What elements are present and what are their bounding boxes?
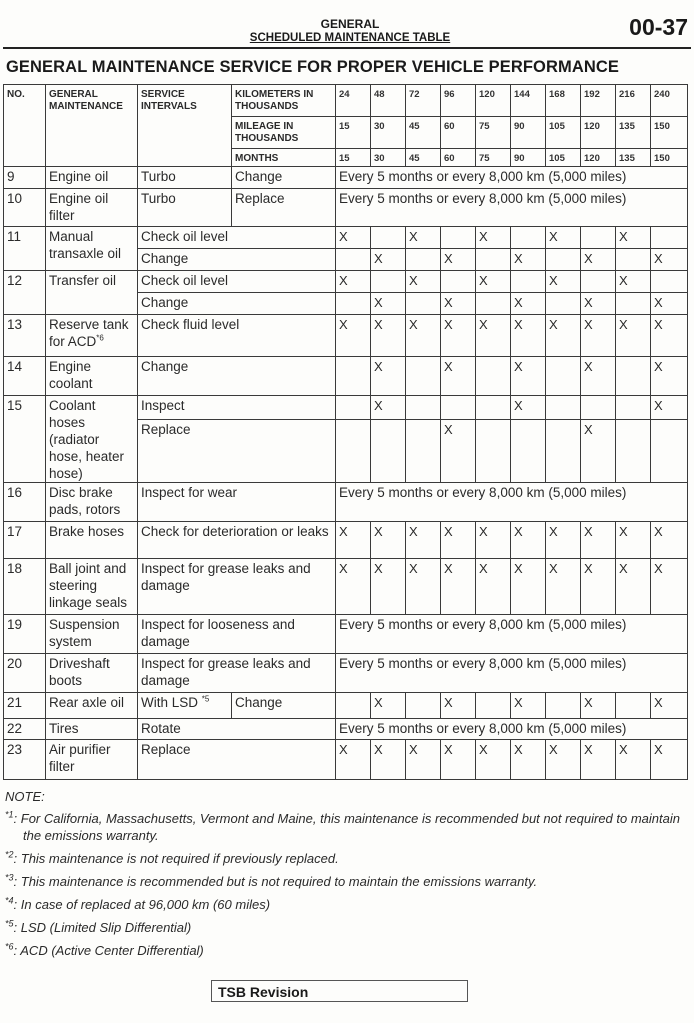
header-mileage-45: 45 [406, 117, 441, 149]
service-interval: Inspect for grease leaks and damage [138, 559, 336, 615]
maintenance-item-label: Rear axle oil [49, 695, 125, 710]
interval-cell: X [441, 293, 476, 315]
note-marker: *2 [5, 849, 14, 860]
service-action: Change [232, 693, 336, 719]
interval-cell [476, 693, 511, 719]
interval-cell [546, 357, 581, 396]
header-mileage-120: 120 [581, 117, 616, 149]
notes-section [5, 789, 690, 965]
interval-cell [581, 227, 616, 249]
interval-cell: X [616, 315, 651, 357]
maintenance-item-label: Manual transaxle oil [49, 229, 122, 261]
interval-cell [511, 227, 546, 249]
maintenance-item-label: Tires [49, 721, 79, 736]
interval-cell [406, 293, 441, 315]
interval-cell: X [511, 522, 546, 559]
note-item: $^{*4}$: In case of replaced at 96,000 km (60 miles) [5, 895, 271, 912]
interval-cell: X [336, 522, 371, 559]
interval-cell: X [651, 396, 688, 420]
interval-every: Every 5 months or every 8,000 km (5,000 miles) [336, 483, 688, 522]
interval-cell [441, 396, 476, 420]
note-text: ACD (Active Center Differential) [20, 943, 204, 958]
interval-cell [546, 293, 581, 315]
interval-cell: X [651, 249, 688, 271]
header-km-144: 144 [511, 85, 546, 117]
tsb-revision-box: TSB Revision [211, 980, 468, 1002]
header-km-96: 96 [441, 85, 476, 117]
note-item: $^{*3}$: This maintenance is recommended but is not required to maintain the emissions warranty. [5, 872, 538, 889]
table-row [4, 483, 688, 522]
interval-cell [336, 693, 371, 719]
header-km-24: 24 [336, 85, 371, 117]
service-interval [138, 693, 232, 719]
header-months-150: 150 [651, 149, 688, 167]
header-months-30: 30 [371, 149, 406, 167]
service-interval: Inspect for wear [138, 483, 336, 522]
note-text: This maintenance is not required if previously replaced. [20, 851, 339, 866]
interval-cell [616, 693, 651, 719]
interval-cell: X [546, 522, 581, 559]
service-interval: Change [138, 293, 336, 315]
row-number: 16 [4, 483, 46, 522]
service-interval: Check for deterioration or leaks [138, 522, 336, 559]
interval-cell: X [616, 522, 651, 559]
service-interval: Inspect [138, 396, 336, 420]
row-number: 18 [4, 559, 46, 615]
interval-cell: X [336, 315, 371, 357]
interval-cell [406, 357, 441, 396]
row-number: 11 [4, 227, 46, 271]
interval-cell: X [441, 740, 476, 780]
interval-cell: X [546, 315, 581, 357]
interval-cell: X [371, 293, 406, 315]
interval-cell: X [476, 315, 511, 357]
interval-every: Every 5 months or every 8,000 km (5,000 miles) [336, 189, 688, 227]
note-text: For California, Massachusetts, Vermont and Maine, this maintenance is recommended but not required to maintain the emissions warranty. [20, 811, 680, 843]
table-row [4, 271, 688, 293]
interval-every: Every 5 months or every 8,000 km (5,000 miles) [336, 719, 688, 740]
row-number: 14 [4, 357, 46, 396]
interval-cell: X [371, 396, 406, 420]
interval-cell: X [406, 227, 441, 249]
table-row [4, 522, 688, 559]
interval-cell: X [441, 559, 476, 615]
interval-cell [441, 271, 476, 293]
interval-cell: X [441, 419, 476, 482]
maintenance-item-label: Transfer oil [49, 273, 117, 288]
interval-cell [476, 293, 511, 315]
service-interval: Inspect for looseness and damage [138, 615, 336, 654]
interval-cell [336, 293, 371, 315]
interval-cell [581, 396, 616, 420]
service-interval: Check oil level [138, 271, 336, 293]
page-header [200, 17, 500, 45]
service-interval-label: With LSD [141, 695, 199, 710]
header-general-maintenance: GENERAL MAINTENANCE [46, 85, 138, 167]
interval-cell: X [651, 740, 688, 780]
interval-cell: X [581, 293, 616, 315]
interval-cell: X [651, 357, 688, 396]
interval-cell [406, 249, 441, 271]
service-interval: Check oil level [138, 227, 336, 249]
row-number: 9 [4, 167, 46, 189]
header-months-label: MONTHS [232, 149, 336, 167]
interval-cell [511, 271, 546, 293]
footnote-ref: *5 [201, 694, 210, 704]
interval-cell: X [441, 315, 476, 357]
maintenance-item [46, 719, 138, 740]
interval-cell [616, 249, 651, 271]
service-interval: Inspect for grease leaks and damage [138, 654, 336, 693]
maintenance-item-label: Coolant hoses (radiator hose, heater hose) [49, 398, 125, 481]
header-mileage-30: 30 [371, 117, 406, 149]
interval-cell: X [511, 293, 546, 315]
maintenance-item [46, 693, 138, 719]
interval-cell [546, 693, 581, 719]
interval-cell [476, 419, 511, 482]
interval-cell: X [476, 740, 511, 780]
maintenance-item [46, 357, 138, 396]
header-no: NO. [4, 85, 46, 167]
maintenance-item [46, 615, 138, 654]
row-number: 19 [4, 615, 46, 654]
interval-cell: X [441, 522, 476, 559]
interval-cell: X [476, 271, 511, 293]
interval-cell [441, 227, 476, 249]
section-title: GENERAL [320, 17, 380, 31]
header-km-216: 216 [616, 85, 651, 117]
note-item: $^{*5}$: LSD (Limited Slip Differential) [5, 918, 192, 935]
interval-cell: X [581, 249, 616, 271]
header-months-90: 90 [511, 149, 546, 167]
interval-cell: X [476, 522, 511, 559]
table-row [4, 615, 688, 654]
interval-cell [616, 419, 651, 482]
service-interval [138, 167, 232, 189]
interval-cell: X [511, 740, 546, 780]
note-text: This maintenance is recommended but is not required to maintain the emissions warranty. [20, 874, 538, 889]
row-number: 15 [4, 396, 46, 483]
header-mileage-90: 90 [511, 117, 546, 149]
interval-cell: X [511, 315, 546, 357]
interval-cell [476, 249, 511, 271]
note-item: $^{*1}$: For California, Massachusetts, Vermont and Maine, this maintenance is recommended but not required to maintain the emissions warranty. [5, 809, 680, 843]
interval-cell: X [406, 559, 441, 615]
service-interval [138, 189, 232, 227]
table-row [4, 559, 688, 615]
interval-cell [476, 396, 511, 420]
maintenance-item [46, 740, 138, 780]
interval-every: Every 5 months or every 8,000 km (5,000 miles) [336, 167, 688, 189]
interval-cell: X [511, 357, 546, 396]
note-text: LSD (Limited Slip Differential) [20, 920, 192, 935]
interval-cell [651, 271, 688, 293]
interval-cell: X [616, 740, 651, 780]
interval-every: Every 5 months or every 8,000 km (5,000 miles) [336, 615, 688, 654]
interval-cell: X [336, 559, 371, 615]
header-mileage-label: MILEAGE IN THOUSANDS [232, 117, 336, 149]
interval-cell [371, 419, 406, 482]
interval-cell: X [546, 559, 581, 615]
interval-cell: X [406, 522, 441, 559]
interval-cell: X [616, 227, 651, 249]
header-months-135: 135 [616, 149, 651, 167]
interval-cell: X [651, 559, 688, 615]
interval-cell: X [546, 740, 581, 780]
interval-cell [546, 396, 581, 420]
interval-cell: X [581, 740, 616, 780]
maintenance-item [46, 559, 138, 615]
interval-cell: X [336, 740, 371, 780]
table-row [4, 189, 688, 227]
header-km-240: 240 [651, 85, 688, 117]
header-mileage-105: 105 [546, 117, 581, 149]
maintenance-item [46, 315, 138, 357]
table-row [4, 654, 688, 693]
interval-cell: X [651, 293, 688, 315]
interval-cell: X [336, 271, 371, 293]
interval-cell: X [581, 419, 616, 482]
service-interval: Replace [138, 740, 336, 780]
maintenance-table [3, 84, 688, 780]
note-marker: *4 [5, 895, 14, 906]
interval-cell: X [336, 227, 371, 249]
interval-cell: X [371, 357, 406, 396]
row-number: 21 [4, 693, 46, 719]
header-km-48: 48 [371, 85, 406, 117]
service-action: Replace [232, 189, 336, 227]
header-mileage-135: 135 [616, 117, 651, 149]
header-months-60: 60 [441, 149, 476, 167]
maintenance-item-label: Engine coolant [49, 359, 93, 391]
maintenance-item [46, 271, 138, 315]
header-mileage-75: 75 [476, 117, 511, 149]
header-km-label: KILOMETERS IN THOUSANDS [232, 85, 336, 117]
interval-cell [406, 396, 441, 420]
interval-cell: X [371, 249, 406, 271]
interval-cell: X [476, 559, 511, 615]
row-number: 20 [4, 654, 46, 693]
maintenance-item-label: Brake hoses [49, 524, 125, 539]
interval-cell: X [406, 271, 441, 293]
interval-cell [546, 249, 581, 271]
service-interval: Rotate [138, 719, 336, 740]
service-action: Change [232, 167, 336, 189]
note-item: $^{*2}$: This maintenance is not required if previously replaced. [5, 849, 339, 866]
interval-cell: X [441, 693, 476, 719]
note-marker: *6 [5, 941, 14, 952]
maintenance-item-label: Engine oil filter [49, 191, 109, 223]
interval-cell: X [476, 227, 511, 249]
note-marker: *5 [5, 918, 14, 929]
header-km-72: 72 [406, 85, 441, 117]
footnote-ref: *6 [96, 333, 104, 343]
interval-cell: X [651, 315, 688, 357]
interval-cell: X [616, 559, 651, 615]
service-interval-label: Turbo [141, 169, 176, 184]
page-number: 00-37 [629, 14, 688, 40]
table-row [4, 167, 688, 189]
interval-cell [616, 357, 651, 396]
note-marker: *1 [5, 809, 14, 820]
maintenance-item-label: Driveshaft boots [49, 656, 110, 688]
header-months-120: 120 [581, 149, 616, 167]
service-interval: Replace [138, 419, 336, 482]
interval-cell [336, 357, 371, 396]
header-mileage-60: 60 [441, 117, 476, 149]
notes-heading: NOTE: [5, 789, 45, 804]
interval-cell: X [406, 740, 441, 780]
interval-cell [336, 419, 371, 482]
interval-cell [371, 271, 406, 293]
service-interval: Change [138, 249, 336, 271]
interval-cell: X [581, 559, 616, 615]
maintenance-item-label: Ball joint and steering linkage seals [49, 561, 128, 610]
table-row [4, 315, 688, 357]
maintenance-item [46, 654, 138, 693]
table-row [4, 357, 688, 396]
maintenance-item [46, 483, 138, 522]
row-number: 12 [4, 271, 46, 315]
interval-cell: X [581, 693, 616, 719]
interval-cell [616, 293, 651, 315]
interval-cell: X [371, 315, 406, 357]
header-months-45: 45 [406, 149, 441, 167]
interval-cell: X [441, 249, 476, 271]
maintenance-item-label: Disc brake pads, rotors [49, 485, 121, 517]
note-item: $^{*6}$: ACD (Active Center Differential) [5, 941, 204, 958]
interval-cell: X [371, 522, 406, 559]
interval-cell: X [511, 249, 546, 271]
note-text: In case of replaced at 96,000 km (60 miles) [20, 897, 271, 912]
header-mileage-15: 15 [336, 117, 371, 149]
service-interval: Change [138, 357, 336, 396]
maintenance-item [46, 396, 138, 483]
row-number: 13 [4, 315, 46, 357]
maintenance-item-label: Suspension system [49, 617, 120, 649]
interval-cell [336, 396, 371, 420]
interval-cell [336, 249, 371, 271]
interval-cell: X [581, 522, 616, 559]
maintenance-item [46, 227, 138, 271]
service-interval: Check fluid level [138, 315, 336, 357]
interval-cell [406, 419, 441, 482]
interval-cell: X [371, 693, 406, 719]
maintenance-item [46, 167, 138, 189]
row-number: 17 [4, 522, 46, 559]
header-divider [3, 47, 691, 49]
interval-cell [371, 227, 406, 249]
table-row [4, 693, 688, 719]
maintenance-item-label: Engine oil [49, 169, 109, 184]
interval-cell [511, 419, 546, 482]
table-row [4, 740, 688, 780]
interval-cell: X [441, 357, 476, 396]
row-number: 22 [4, 719, 46, 740]
interval-cell: X [511, 396, 546, 420]
interval-cell [406, 693, 441, 719]
interval-cell: X [581, 357, 616, 396]
interval-every: Every 5 months or every 8,000 km (5,000 miles) [336, 654, 688, 693]
row-number: 10 [4, 189, 46, 227]
header-km-192: 192 [581, 85, 616, 117]
interval-cell: X [546, 271, 581, 293]
interval-cell: X [546, 227, 581, 249]
maintenance-item [46, 522, 138, 559]
main-title: GENERAL MAINTENANCE SERVICE FOR PROPER VEHICLE PERFORMANCE [6, 58, 620, 76]
interval-cell: X [511, 559, 546, 615]
interval-cell: X [581, 315, 616, 357]
row-number: 23 [4, 740, 46, 780]
interval-cell: X [371, 559, 406, 615]
header-months-75: 75 [476, 149, 511, 167]
interval-cell [651, 227, 688, 249]
interval-cell: X [406, 315, 441, 357]
interval-cell [581, 271, 616, 293]
interval-cell [616, 396, 651, 420]
service-interval-label: Turbo [141, 191, 176, 206]
subsection-title: SCHEDULED MAINTENANCE TABLE [249, 32, 451, 44]
maintenance-item-label: Air purifier filter [49, 742, 111, 774]
header-service-intervals: SERVICE INTERVALS [138, 85, 232, 167]
maintenance-item-label: Reserve tank for ACD [49, 317, 129, 349]
header-km-120: 120 [476, 85, 511, 117]
header-months-105: 105 [546, 149, 581, 167]
table-row [4, 396, 688, 420]
interval-cell: X [616, 271, 651, 293]
note-marker: *3 [5, 872, 14, 883]
interval-cell: X [651, 522, 688, 559]
interval-cell: X [371, 740, 406, 780]
interval-cell [651, 419, 688, 482]
interval-cell: X [511, 693, 546, 719]
interval-cell: X [651, 693, 688, 719]
table-row [4, 227, 688, 249]
interval-cell [476, 357, 511, 396]
header-km-168: 168 [546, 85, 581, 117]
interval-cell [546, 419, 581, 482]
header-mileage-150: 150 [651, 117, 688, 149]
maintenance-item [46, 189, 138, 227]
table-row [4, 719, 688, 740]
header-months-15: 15 [336, 149, 371, 167]
